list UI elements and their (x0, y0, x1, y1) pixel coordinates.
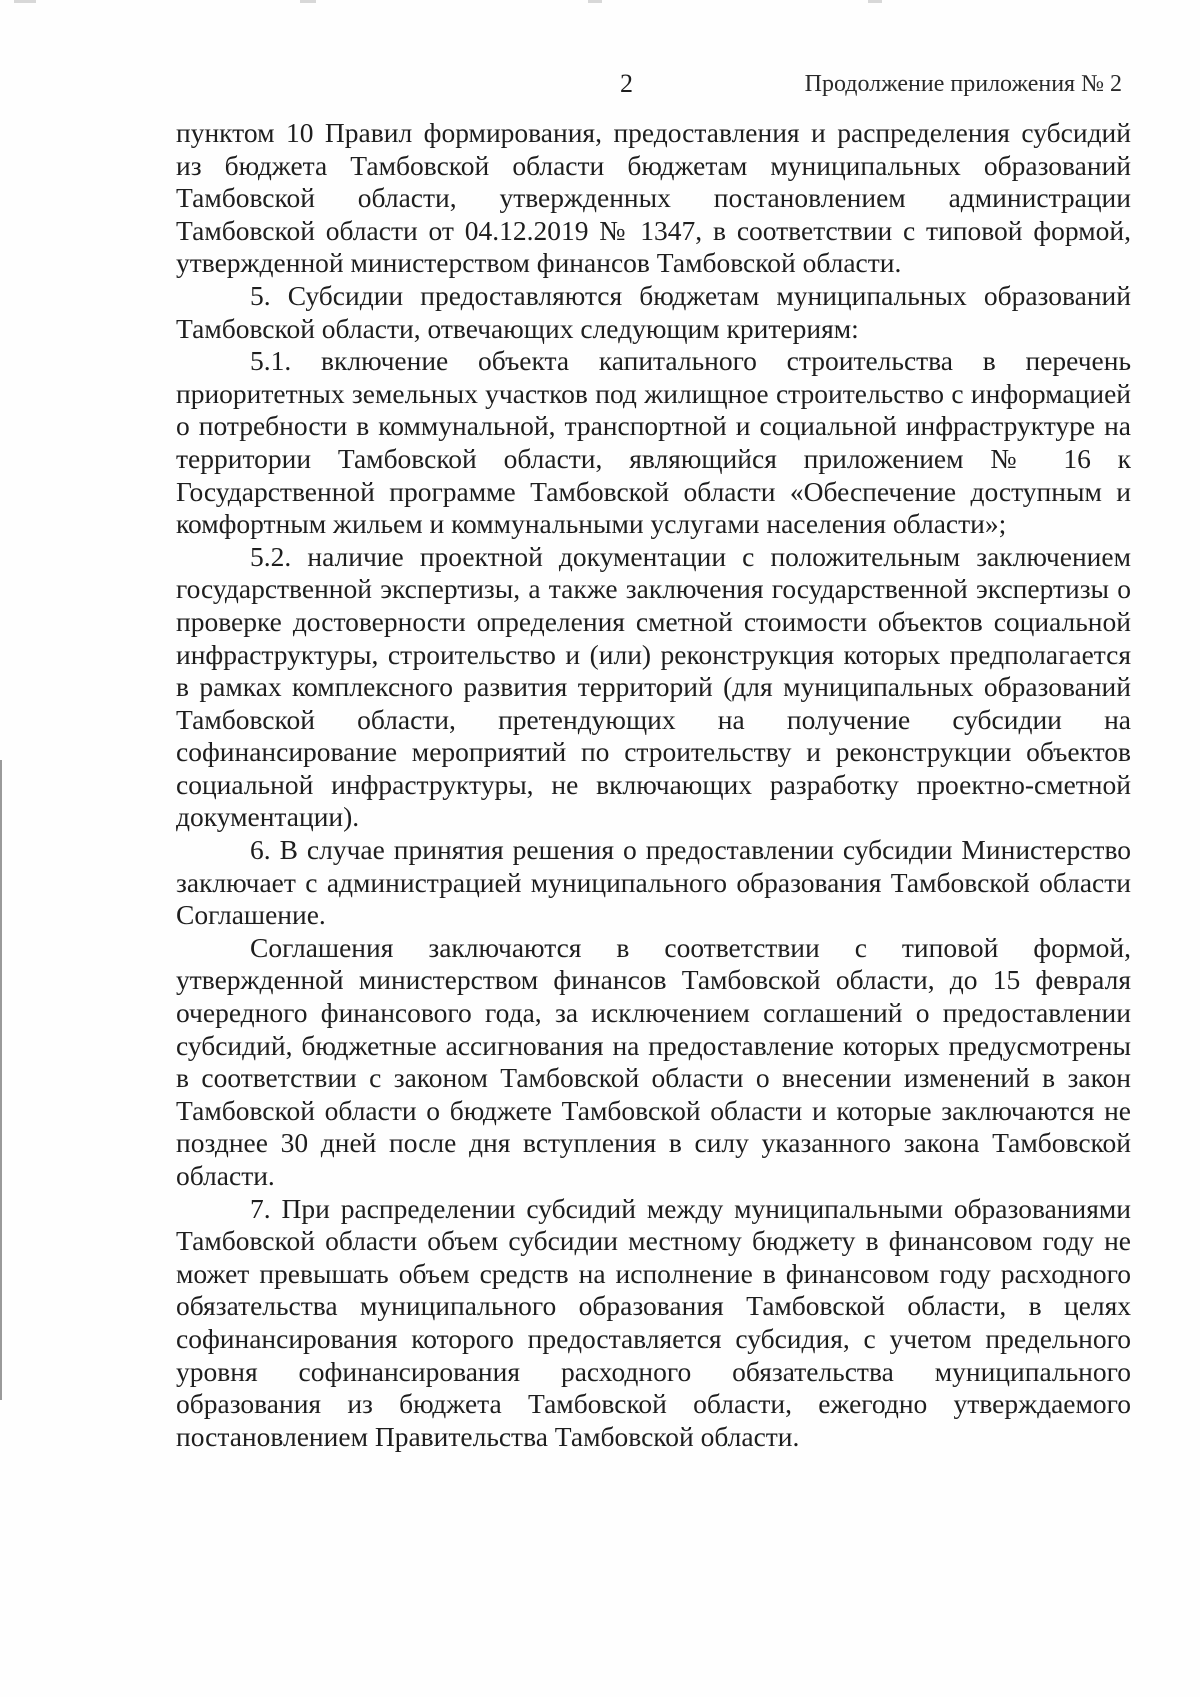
paragraph-item-7: 7. При распределении субсидий между муниципальными образованиями Тамбовской области объем субсидии местному бюджету в финансовом году не может превышать объем средств на исполнение в финансовом году расходного обязательства муниципального образования Тамбовской области, в целях софинансирования которого предоставляется субсидия, с учетом предельного уровня софинансирования расходного обязательства муниципального образования из бюджета Тамбовской области, ежегодно утверждаемого постановлением Правительства Тамбовской области. (176, 1192, 1131, 1452)
paragraph-item-5: 5. Субсидии предоставляются бюджетам муниципальных образований Тамбовской области, отвечающих следующим критериям: (176, 279, 1131, 344)
scan-artifact-top-mid (588, 0, 602, 3)
scan-artifact-left-edge (0, 760, 2, 1400)
scan-artifact-top-mid-left (300, 0, 316, 3)
paragraph-item-5-1: 5.1. включение объекта капитального строительства в перечень приоритетных земельных участков под жилищное строительство с информацией о потребности в коммунальной, транспортной и социальной инфраструктуре на территории Тамбовской области, являющийся приложением № 16 к Государственной программе Тамбовской области «Обеспечение доступным и комфортным жильем и коммунальными услугами населения области»; (176, 345, 1131, 540)
scan-artifact-top-mid-right (868, 0, 882, 3)
paragraph-continuation: пунктом 10 Правил формирования, предоставления и распределения субсидий из бюджета Тамбовской области бюджетам муниципальных образований Тамбовской области, утвержденных постановлением администрации Тамбовской области от 04.12.2019 № 1347, в соответствии с типовой формой, утвержденной министерством финансов Тамбовской области. (176, 117, 1131, 279)
page-number: 2 (620, 69, 633, 98)
scan-artifact-top-left (14, 0, 36, 3)
paragraph-agreements: Соглашения заключаются в соответствии с типовой формой, утвержденной министерством финансов Тамбовской области, до 15 февраля очередного финансового года, за исключением соглашений о предоставлении субсидий, бюджетные ассигнования на предоставление которых предусмотрены в соответствии с законом Тамбовской области о внесении изменений в закон Тамбовской области о бюджете Тамбовской области и которые заключаются не позднее 30 дней после дня вступления в силу указанного закона Тамбовской области. (176, 931, 1131, 1191)
continuation-note: Продолжение приложения № 2 (804, 71, 1122, 97)
paragraph-item-5-2: 5.2. наличие проектной документации с положительным заключением государственной экспертизы, а также заключения государственной экспертизы о проверке достоверности определения сметной стоимости объектов социальной инфраструктуры, строительство и (или) реконструкция которых предполагается в рамках комплексного развития территорий (для муниципальных образований Тамбовской области, претендующих на получение субсидии на софинансирование мероприятий по строительству и реконструкции объектов социальной инфраструктуры, не включающих разработку проектно-сметной документации). (176, 540, 1131, 833)
document-body (176, 117, 1131, 1453)
paragraph-item-6: 6. В случае принятия решения о предоставлении субсидии Министерство заключает с администрацией муниципального образования Тамбовской области Соглашение. (176, 834, 1131, 931)
